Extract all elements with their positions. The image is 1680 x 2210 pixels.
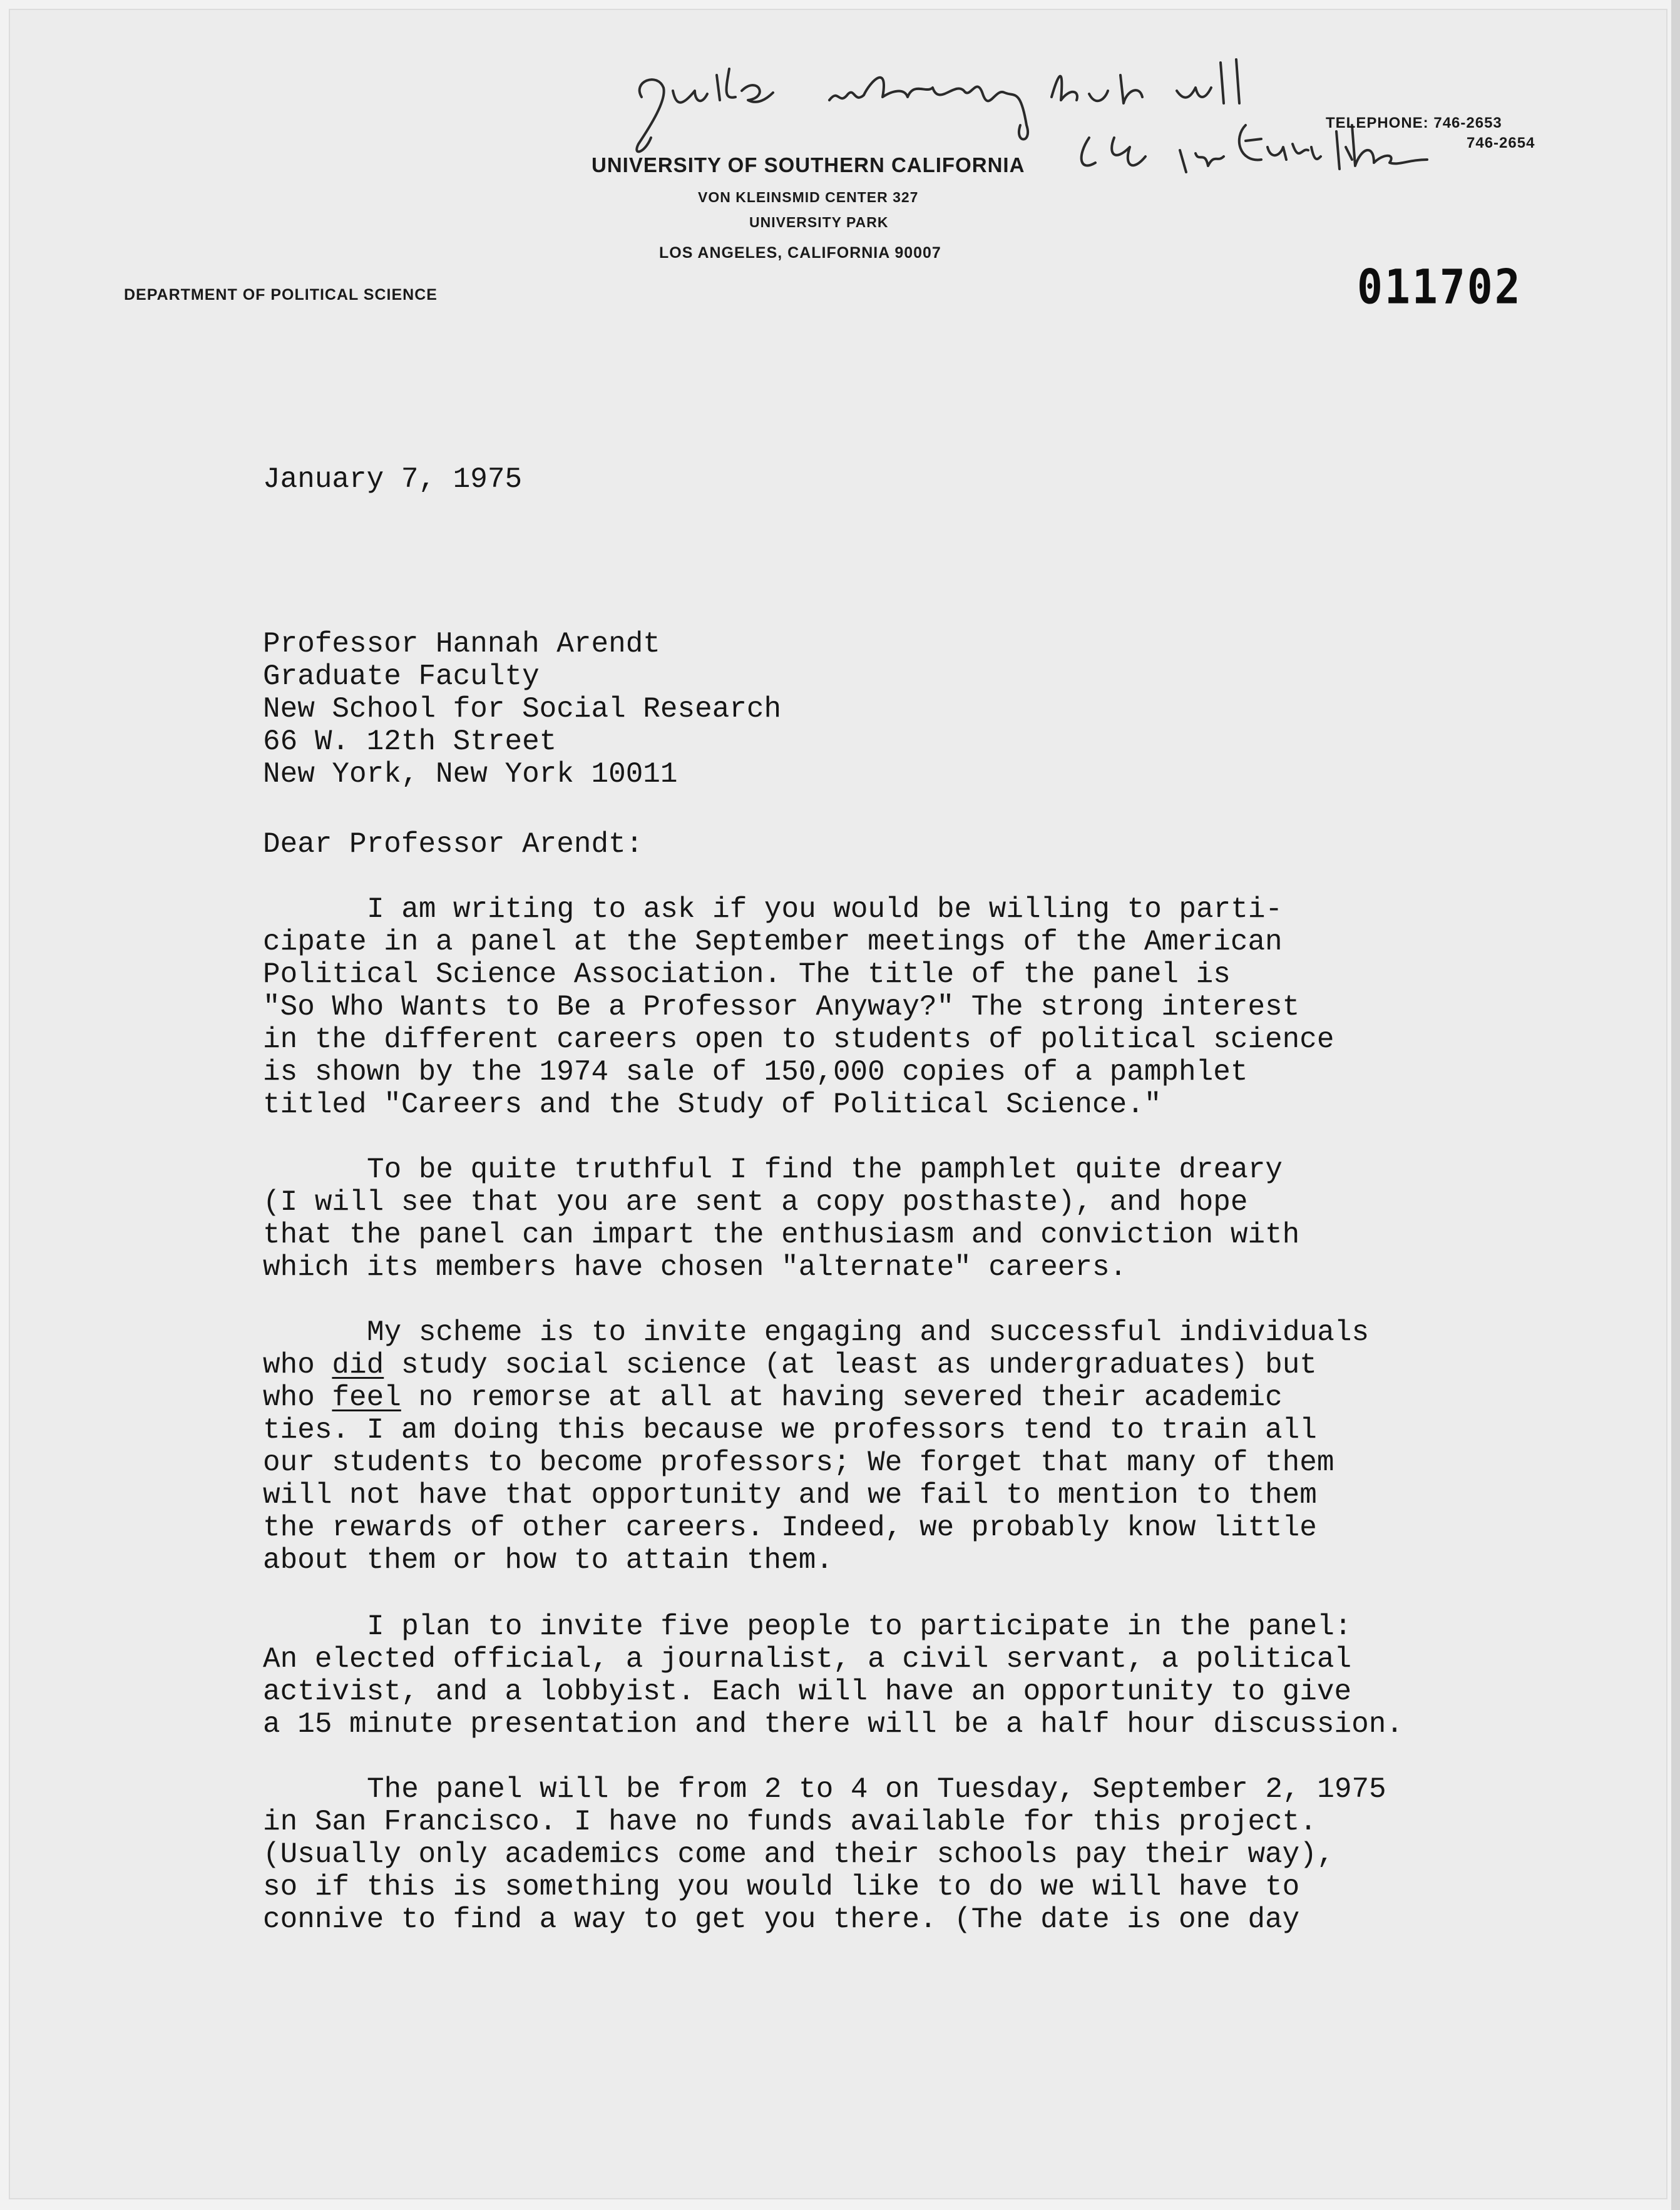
scan-edge xyxy=(1671,0,1680,2210)
telephone-primary: TELEPHONE: 746-2653 xyxy=(1326,115,1502,131)
body-line: I plan to invite five people to participate in the panel: xyxy=(367,1610,1352,1643)
line-rest: study social science (at least as undergraduates) but xyxy=(401,1349,1317,1381)
department-name: DEPARTMENT OF POLITICAL SCIENCE xyxy=(124,286,438,304)
address-line-2: UNIVERSITY PARK xyxy=(749,214,889,230)
address-line-1: VON KLEINSMID CENTER 327 xyxy=(698,189,919,205)
body-line: so if this is something you would like to do we will have to xyxy=(263,1871,1300,1903)
body-line xyxy=(263,1381,1283,1414)
body-line: "So Who Wants to Be a Professor Anyway?" The strong interest xyxy=(263,991,1300,1023)
underlined-emphasis: did xyxy=(332,1349,384,1381)
recipient-line: New School for Social Research xyxy=(263,693,782,725)
underlined-emphasis: feel xyxy=(332,1381,401,1414)
body-line: (I will see that you are sent a copy posthaste), and hope xyxy=(263,1186,1248,1219)
body-line: (Usually only academics come and their schools pay their way), xyxy=(263,1838,1334,1871)
document-number-stamp: 011702 xyxy=(1357,260,1522,315)
body-line: To be quite truthful I find the pamphlet quite dreary xyxy=(367,1154,1283,1186)
body-line: connive to find a way to get you there. (The date is one day xyxy=(263,1903,1300,1936)
body-line: a 15 minute presentation and there will be a half hour discussion. xyxy=(263,1708,1403,1741)
address-line-3: LOS ANGELES, CALIFORNIA 90007 xyxy=(659,244,941,262)
recipient-line: Professor Hannah Arendt xyxy=(263,628,660,660)
salutation: Dear Professor Arendt: xyxy=(263,828,643,861)
body-line: I am writing to ask if you would be willing to parti- xyxy=(367,893,1283,926)
body-line: which its members have chosen "alternate" careers. xyxy=(263,1251,1127,1284)
body-line: The panel will be from 2 to 4 on Tuesday, September 2, 1975 xyxy=(367,1773,1386,1806)
body-line: will not have that opportunity and we fail to mention to them xyxy=(263,1479,1317,1512)
telephone-alternate: 746-2654 xyxy=(1467,135,1535,151)
body-line: Political Science Association. The title of the panel is xyxy=(263,958,1231,991)
body-line: ties. I am doing this because we professors tend to train all xyxy=(263,1414,1317,1446)
recipient-line: Graduate Faculty xyxy=(263,660,540,693)
line-prefix: who xyxy=(263,1381,332,1414)
body-line: the rewards of other careers. Indeed, we probably know little xyxy=(263,1512,1317,1544)
line-rest: no remorse at all at having severed their academic xyxy=(418,1381,1283,1414)
body-line xyxy=(263,1349,1317,1381)
body-line: in the different careers open to students of political science xyxy=(263,1023,1334,1056)
body-line: titled "Careers and the Study of Political Science." xyxy=(263,1088,1162,1121)
body-line: An elected official, a journalist, a civil servant, a political xyxy=(263,1643,1352,1675)
body-line: cipate in a panel at the September meetings of the American xyxy=(263,926,1283,958)
university-name: UNIVERSITY OF SOUTHERN CALIFORNIA xyxy=(592,153,1025,176)
body-line: about them or how to attain them. xyxy=(263,1544,833,1577)
letter-date: January 7, 1975 xyxy=(263,463,523,496)
body-line: activist, and a lobbyist. Each will have an opportunity to give xyxy=(263,1675,1352,1708)
body-line: My scheme is to invite engaging and successful individuals xyxy=(367,1316,1370,1349)
body-line: our students to become professors; We forget that many of them xyxy=(263,1446,1334,1479)
recipient-line: New York, New York 10011 xyxy=(263,758,678,790)
line-prefix: who xyxy=(263,1349,332,1381)
body-line: that the panel can impart the enthusiasm and conviction with xyxy=(263,1219,1300,1251)
body-line: is shown by the 1974 sale of 150,000 copies of a pamphlet xyxy=(263,1056,1248,1088)
body-line: in San Francisco. I have no funds available for this project. xyxy=(263,1806,1317,1838)
recipient-line: 66 W. 12th Street xyxy=(263,725,557,758)
